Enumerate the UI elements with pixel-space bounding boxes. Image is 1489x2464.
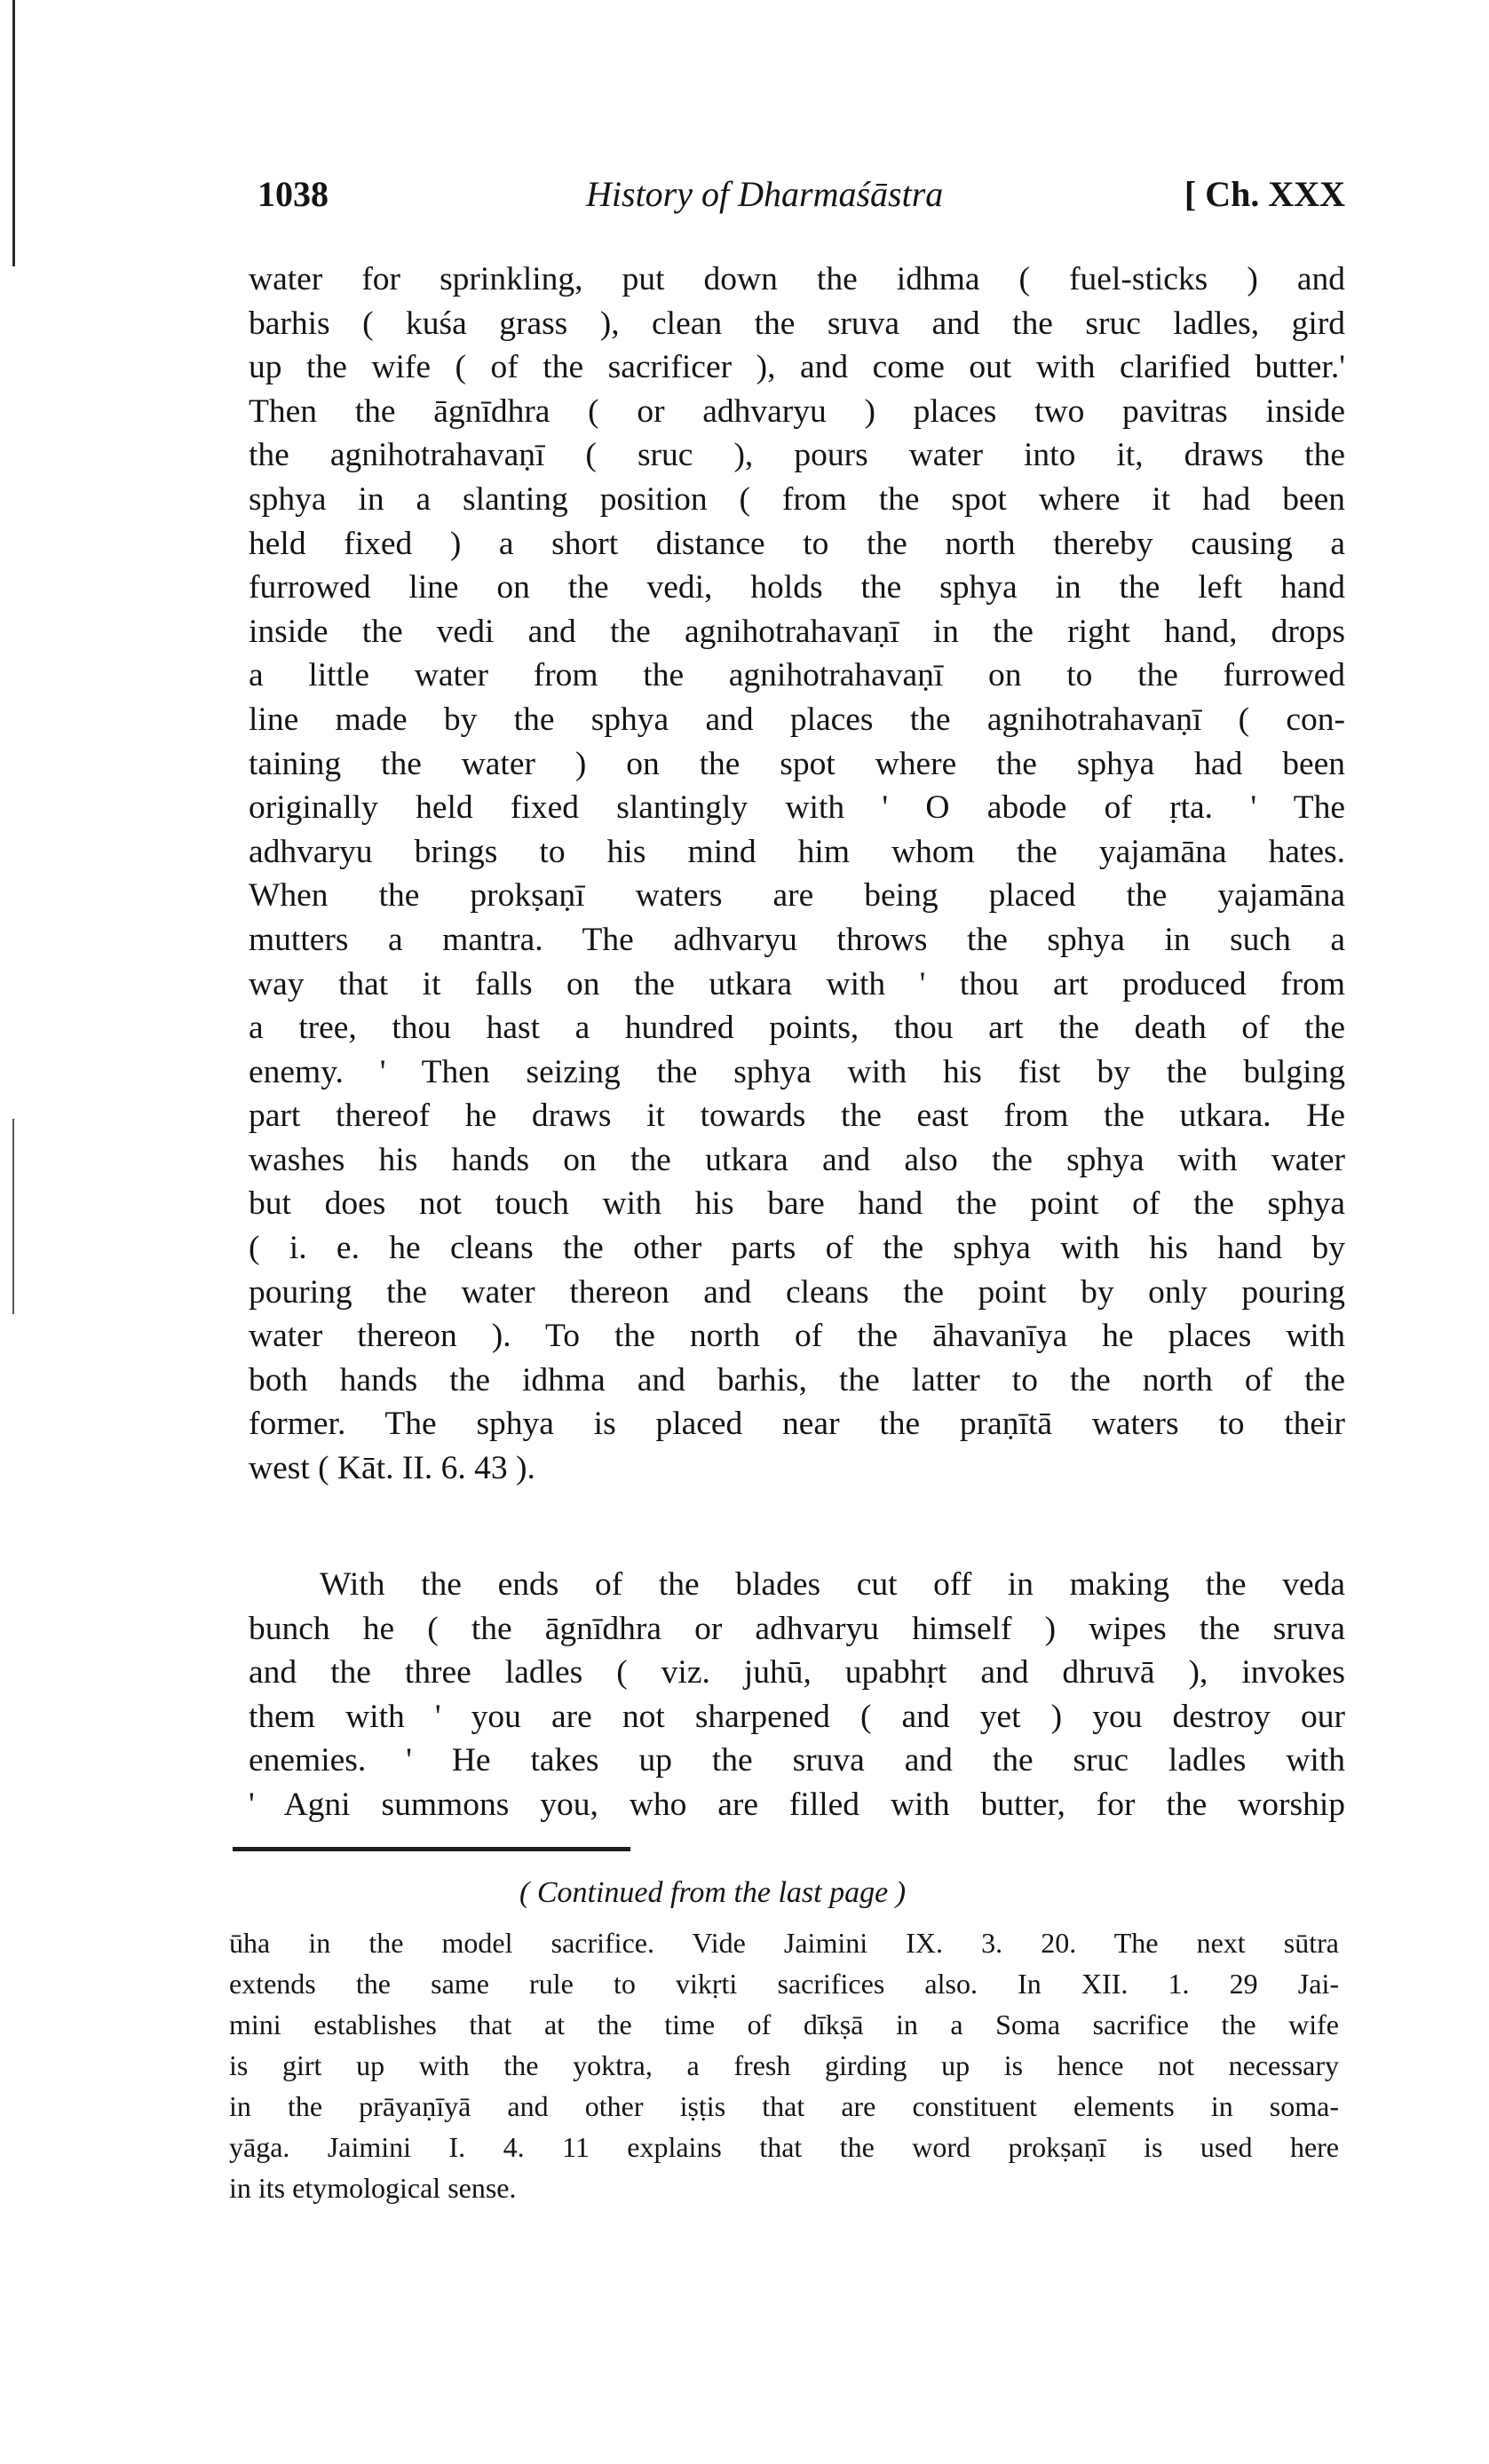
text-line: bunch he ( the āgnīdhra or adhvaryu himself ) wipes the sruva [249, 1610, 1345, 1647]
text-line: enemy. ' Then seizing the sphya with his fist by the bulging [249, 1053, 1345, 1090]
text-line: furrowed line on the vedi, holds the sphya in the left hand [249, 569, 1345, 606]
text-line: and the three ladles ( viz. juhū, upabhṛt and dhruvā ), invokes [249, 1654, 1345, 1692]
paragraph-1 [249, 257, 1345, 1491]
footnote-line: is girt up with the yoktra, a fresh girding up is hence not necessary [229, 2049, 1339, 2081]
text-line: sphya in a slanting position ( from the spot where it had been [249, 480, 1345, 518]
text-line: inside the vedi and the agnihotrahavaṇī in the right hand, drops [249, 613, 1345, 650]
text-line: former. The sphya is placed near the praṇītā waters to their [249, 1406, 1345, 1443]
text-line: ' Agni summons you, who are filled with butter, for the worship [249, 1786, 1345, 1823]
text-line: up the wife ( of the sacrificer ), and come out with clarified butter.' [249, 349, 1345, 386]
text-line: part thereof he draws it towards the east from the utkara. He [249, 1097, 1345, 1135]
footnote-heading: ( Continued from the last page ) [519, 1876, 907, 1909]
text-line: When the prokṣaṇī waters are being placed the yajamāna [249, 877, 1345, 915]
scan-edge-mark [12, 0, 15, 266]
running-title: History of Dharmaśāstra [586, 174, 944, 214]
paragraph-2 [249, 1563, 1345, 1827]
page-header [257, 173, 1345, 226]
text-line: line made by the sphya and places the agnihotrahavaṇī ( con- [249, 701, 1345, 738]
text-line: barhis ( kuśa grass ), clean the sruva and the sruc ladles, gird [249, 305, 1345, 342]
scan-edge-mark [12, 1119, 14, 1314]
text-line: them with ' you are not sharpened ( and yet ) you destroy our [249, 1698, 1345, 1735]
page-number: 1038 [257, 174, 329, 214]
text-line: water for sprinkling, put down the idhma ( fuel-sticks ) and [249, 261, 1345, 297]
text-line: originally held fixed slantingly with ' O abode of ṛta. ' The [249, 789, 1345, 827]
text-line: washes his hands on the utkara and also the sphya with water [249, 1141, 1345, 1178]
footnote-line: mini establishes that at the time of dīkṣā in a Soma sacrifice the wife [229, 2008, 1339, 2040]
text-line: the agnihotrahavaṇī ( sruc ), pours water into it, draws the [249, 437, 1345, 474]
text-line: ( i. e. he cleans the other parts of the sphya with his hand by [249, 1230, 1345, 1267]
text-line: pouring the water thereon and cleans the point by only pouring [249, 1273, 1345, 1311]
text-line: both hands the idhma and barhis, the latter to the north of the [249, 1361, 1345, 1398]
text-line: mutters a mantra. The adhvaryu throws the sphya in such a [249, 921, 1345, 958]
chapter-label: [ Ch. XXX [1184, 174, 1345, 214]
text-line: taining the water ) on the spot where the sphya had been [249, 745, 1345, 782]
text-line: but does not touch with his bare hand the point of the sphya [249, 1185, 1345, 1223]
text-line: Then the āgnīdhra ( or adhvaryu ) places two pavitras inside [249, 392, 1345, 430]
text-line: With the ends of the blades cut off in making the veda [320, 1566, 1345, 1603]
footnote-line: yāga. Jaimini I. 4. 11 explains that the word prokṣaṇī is used here [229, 2131, 1339, 2163]
footnote-line: in its etymological sense. [229, 2172, 517, 2204]
footnote-line: in the prāyaṇīyā and other iṣṭis that are constituent elements in soma- [229, 2090, 1339, 2122]
footnote-line: ūha in the model sacrifice. Vide Jaimini IX. 3. 20. The next sūtra [229, 1927, 1339, 1959]
text-line: a tree, thou hast a hundred points, thou art the death of the [249, 1010, 1345, 1047]
text-line: adhvaryu brings to his mind him whom the yajamāna hates. [249, 833, 1345, 870]
text-line: water thereon ). To the north of the āhavanīya he places with [249, 1318, 1345, 1355]
text-line: held fixed ) a short distance to the north thereby causing a [249, 525, 1345, 562]
footnote-line: extends the same rule to vikṛti sacrifices also. In XII. 1. 29 Jai- [229, 1968, 1339, 2000]
text-line: way that it falls on the utkara with ' thou art produced from [249, 965, 1345, 1002]
footnote-separator [233, 1847, 630, 1851]
text-line: a little water from the agnihotrahavaṇī on to the furrowed [249, 657, 1345, 694]
text-line: west ( Kāt. II. 6. 43 ). [249, 1450, 535, 1487]
text-line: enemies. ' He takes up the sruva and the sruc ladles with [249, 1742, 1345, 1779]
